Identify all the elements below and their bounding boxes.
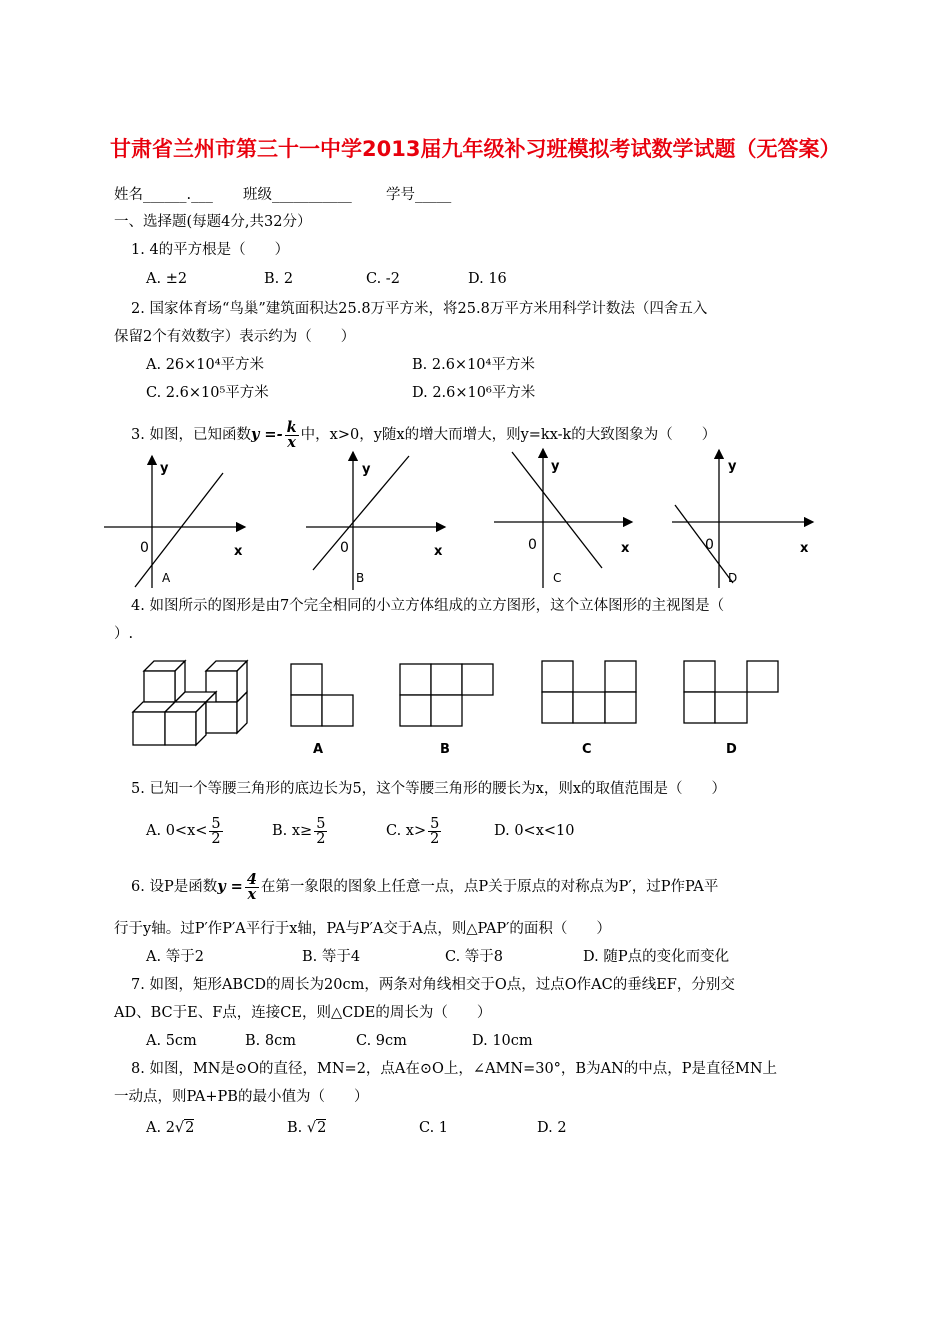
graph-b-x-label: x [434,544,443,559]
q5-option-b [272,814,329,848]
graph-c-x-label: x [621,541,630,556]
graph-b-y-label: y [362,462,371,477]
q7-line2: AD、BC于E、F点，连接CE，则△CDE的周长为（ ） [114,1005,492,1021]
q5-option-d: D. 0<x<10 [494,823,575,839]
q6-func-y: y = [217,878,243,895]
q6-option-c: C. 等于8 [445,949,504,965]
q4-line1: 4. 如图所示的图形是由7个完全相同的小立方体组成的立方图形，这个立体图形的主视图是（ [131,598,725,614]
q2-option-d: D. 2.6×10⁶平方米 [412,385,536,401]
graph-c-origin: 0 [528,537,537,553]
q1-option-c: C. -2 [366,271,400,287]
q3-stem-pre: 3. 如图，已知函数 [131,427,251,443]
q6-func-den: x [247,885,257,903]
q7-option-a: A. 5cm [146,1033,197,1049]
q8-option-b-text: B. [287,1120,303,1136]
q5-a-num: 5 [211,815,221,832]
q8-option-a-text: A. 2 [146,1120,175,1136]
q2-line2: 保留2个有效数字）表示约为（ ） [114,329,356,345]
graph-a-label: A [162,571,171,585]
front-view-a[interactable] [291,664,353,726]
q2-option-b: B. 2.6×10⁴平方米 [412,357,535,373]
front-view-b[interactable] [400,664,493,726]
q8-option-d: D. 2 [537,1120,567,1136]
q3-stem-post: 中，x>0，y随x的增大而增大，则y=kx-k的大致图象为（ ） [300,427,717,443]
q6-stem-post: 在第一象限的图象上任意一点，点P关于原点的对称点为P′，过P作PA平 [260,879,719,895]
q2-line1: 2. 国家体育场“鸟巢”建筑面积达25.8万平方米，将25.8万平方米用科学计数法（四舍五入 [131,301,708,317]
q8-option-a: A. 2√2 [146,1120,195,1136]
q3-func-num: k [286,418,297,436]
q6-stem-pre: 6. 设P是函数 [131,879,218,895]
graph-a-origin: 0 [140,540,149,556]
graph-a-y-label: y [160,461,169,476]
page-title: 甘肃省兰州市第三十一中学2013届九年级补习班模拟考试数学试题（无答案） [110,137,841,161]
view-c-label: C [582,742,592,757]
q6-option-b: B. 等于4 [302,949,361,965]
q7-option-d: D. 10cm [472,1033,533,1049]
view-a-label: A [313,742,324,757]
q1-stem: 1. 4的平方根是（ ） [131,242,290,258]
q5-option-a [146,814,225,848]
q8-b-sqrt-arg: 2 [317,1120,327,1136]
front-view-c[interactable] [542,661,636,723]
class-field: 班级___________ [243,187,352,203]
q5-stem: 5. 已知一个等腰三角形的底边长为5，这个等腰三角形的腰长为x，则x的取值范围是（ ） [131,781,727,797]
q5-c-num: 5 [430,815,440,832]
q1-option-b: B. 2 [264,271,294,287]
q5-a-den: 2 [211,830,221,847]
q5-option-c [386,814,443,848]
q8-line1: 8. 如图，MN是⊙O的直径，MN=2，点A在⊙O上，∠AMN=30°，B为AN的中点，P是直径MN上 [131,1061,778,1077]
q6-line1 [131,871,718,903]
graph-a-x-label: x [234,544,243,559]
q7-option-c: C. 9cm [356,1033,407,1049]
q2-option-c: C. 2.6×10⁵平方米 [146,385,269,401]
q7-option-b: B. 8cm [245,1033,296,1049]
front-view-d[interactable] [684,661,778,723]
q3-func-den: x [287,433,296,451]
graph-d-label: D [728,571,738,585]
q3-func-y: y =- [250,426,283,443]
graph-c-label: C [553,571,562,585]
q1-option-d: D. 16 [468,271,507,287]
q5-b-num: 5 [316,815,326,832]
q4-line2: ）. [114,626,134,642]
q6-func-num: 4 [246,870,257,888]
q5-option-a-text: A. 0<x< [146,823,208,839]
q6-option-a: A. 等于2 [146,949,204,965]
q1-option-a: A. ±2 [146,271,188,287]
q6-option-d: D. 随P点的变化而变化 [583,949,730,965]
q8-a-sqrt-arg: 2 [185,1120,195,1136]
view-b-label: B [440,742,450,757]
q7-line1: 7. 如图，矩形ABCD的周长为20cm，两条对角线相交于O点，过点O作AC的垂线EF，分别交 [131,977,735,993]
graph-d-origin: 0 [705,537,714,553]
q8-option-b: B. √2 [287,1120,327,1136]
name-field: 姓名______.___ [114,187,213,203]
q2-option-a: A. 26×10⁴平方米 [146,357,265,373]
graph-b-origin: 0 [340,540,349,556]
graph-d-y-label: y [728,459,737,474]
q6-line2: 行于y轴。过P′作P′A平行于x轴，PA与P′A交于A点，则△PAP′的面积（ ） [114,921,611,937]
cube-figure [133,661,247,745]
q5-b-den: 2 [316,830,326,847]
graph-b-label: B [356,571,365,585]
student-number-field: 学号_____ [386,187,452,203]
q5-c-den: 2 [430,830,440,847]
q5-option-b-text: B. x≥ [272,823,313,839]
graph-c-y-label: y [551,459,560,474]
q8-option-c: C. 1 [419,1120,449,1136]
graph-d-x-label: x [800,541,809,556]
view-d-label: D [726,742,737,757]
q8-line2: 一动点，则PA+PB的最小值为（ ） [114,1089,369,1105]
section-heading: 一、选择题(每题4分,共32分） [114,214,312,230]
q5-option-c-text: C. x> [386,823,427,839]
